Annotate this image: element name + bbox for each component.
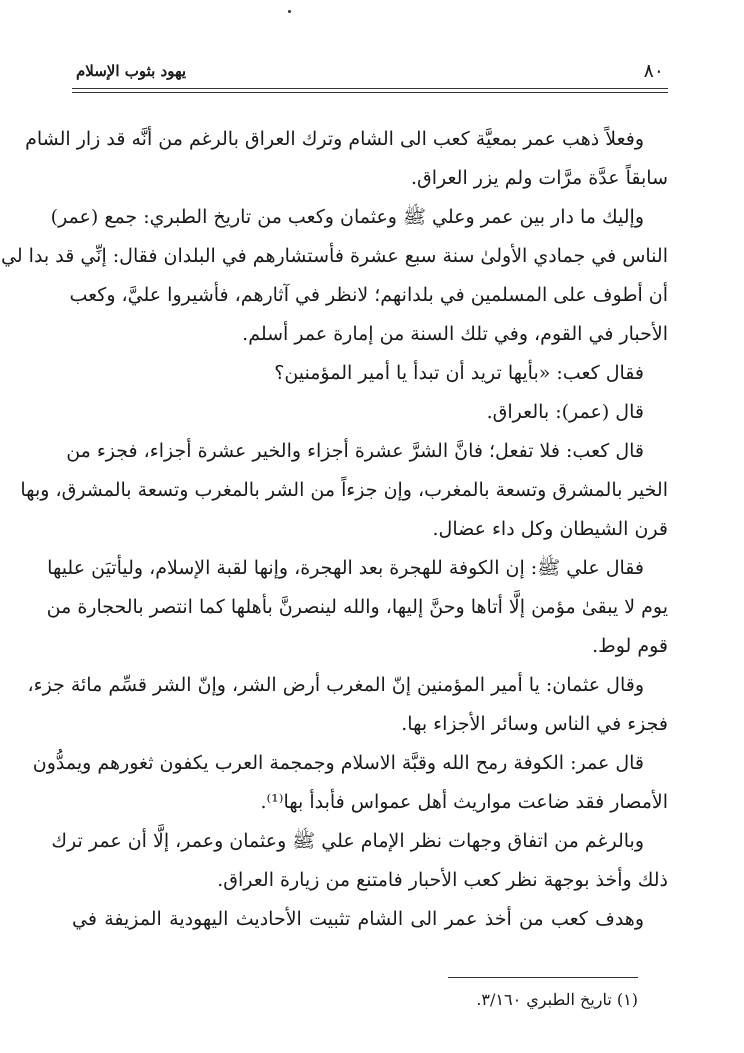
- text-line: الأحبار في القوم، وفي تلك السنة من إمارة عمر أسلم.: [242, 323, 668, 345]
- text-line: قرن الشيطان وكل داء عضال.: [432, 518, 668, 540]
- text-line: يوم لا يبقىٰ مؤمن إلَّا أتاها وحنَّ إليها، والله لينصرنَّ بأهلها كما انتصر بالحجارة من: [46, 596, 668, 618]
- text-line: ذلك وأخذ بوجهة نظر كعب الأحبار فامتنع من زيارة العراق.: [217, 869, 668, 891]
- text-line: سابقاً عدَّة مرَّات ولم يزر العراق.: [410, 167, 668, 189]
- text-line: وبالرغم من اتفاق وجهات نظر الإمام علي ﷺ وعثمان وعمر، إلَّا أن عمر ترك: [51, 830, 644, 852]
- text-line: الناس في جمادي الأولىٰ سنة سبع عشرة فأستشارهم في البلدان فقال: إنِّي قد بدا لي: [1, 245, 668, 267]
- running-title: يهود بثوب الإسلام: [76, 62, 187, 80]
- text-line: وقال عثمان: يا أمير المؤمنين إنّ المغرب أرض الشر، وإنّ الشر قسِّم مائة جزء،: [27, 674, 644, 696]
- text-line: فقال علي ﷺ: إن الكوفة للهجرة بعد الهجرة، وإنها لقبة الإسلام، وليأتيَن عليها: [47, 557, 644, 579]
- text-line: أن أطوف على المسلمين في بلدانهم؛ لانظر في آثارهم، فأشيروا عليَّ، وكعب: [69, 284, 668, 306]
- text-line: وهدف كعب من أخذ عمر الى الشام تثبيت الأحاديث اليهودية المزيفة في: [72, 908, 644, 930]
- text-line: وإليك ما دار بين عمر وعلي ﷺ وعثمان وكعب من تاريخ الطبري: جمع (عمر): [50, 206, 644, 228]
- page-number: ٨٠: [643, 60, 664, 82]
- text-line: قال عمر: الكوفة رمح الله وقبَّة الاسلام وجمجمة العرب يكفون ثغورهم ويمدُّون: [32, 752, 644, 774]
- text-line: وفعلاً ذهب عمر بمعيَّة كعب الى الشام وترك العراق بالرغم من أنَّه قد زار الشام: [25, 128, 644, 150]
- body-text: [1, 120, 668, 939]
- footnote: (١) تاريخ الطبري ٣/١٦٠.: [476, 990, 638, 1009]
- text-line: فقال كعب: «بأيها تريد أن تبدأ يا أمير المؤمنين؟: [274, 362, 644, 384]
- header-rule: [72, 88, 668, 89]
- footnote-rule: [448, 977, 638, 978]
- page-mark: [288, 10, 291, 13]
- text-line: الخير بالمشرق وتسعة بالمغرب، وإن جزءاً من الشر بالمغرب وتسعة بالمشرق، وبها: [20, 479, 668, 501]
- text-line: الأمصار فقد ضاعت مواريث أهل عمواس فأبدأ بها⁽¹⁾.: [260, 791, 668, 813]
- text-line: قوم لوط.: [592, 635, 668, 657]
- page-header: [72, 56, 668, 86]
- text-line: قال (عمر): بالعراق.: [486, 401, 644, 423]
- text-line: فجزء في الناس وسائر الأجزاء بها.: [401, 713, 668, 735]
- text-line: قال كعب: فلا تفعل؛ فانَّ الشرَّ عشرة أجزاء والخير عشرة أجزاء، فجزء من: [66, 440, 644, 462]
- header-rule-second: [72, 92, 668, 93]
